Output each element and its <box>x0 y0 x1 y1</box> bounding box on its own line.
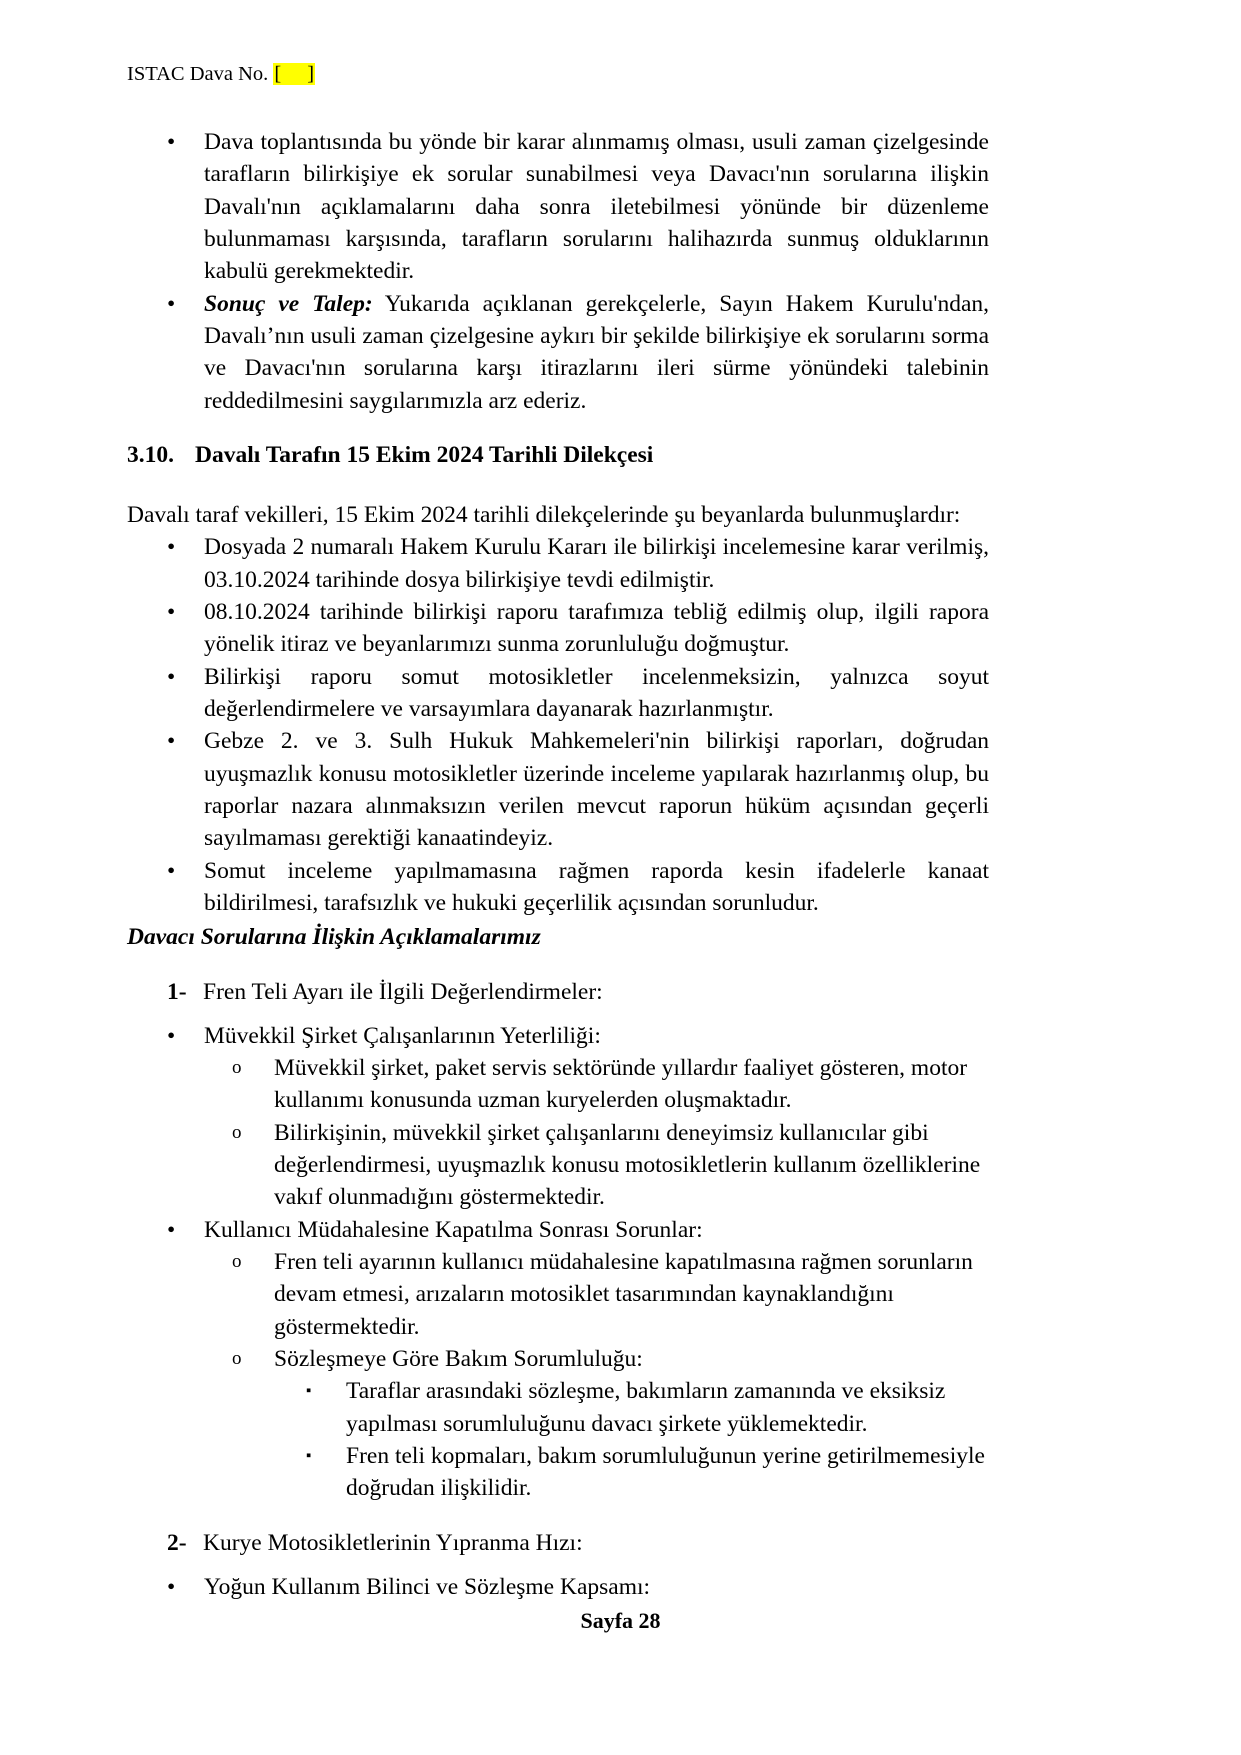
section-number: 3.10. <box>127 441 174 468</box>
sub-bullet-text: Sözleşmeye Göre Bakım Sorumluluğu: <box>274 1345 643 1372</box>
bullet-circle-icon: o <box>232 1057 242 1079</box>
bullet-text: Gebze 2. ve 3. Sulh Hukuk Mahkemeleri'nin bilirkişi raporları, doğrudan uyuşmazlık konusu motosikletler üzerinde inceleme yapılarak hazırlanmış olup, bu raporlar nazara alınmaksızın verilen mevcut raporun hüküm açısından geçerli sayılmaması gerektiği kanaatindeyiz. <box>204 728 989 852</box>
list-item <box>127 531 989 596</box>
page-footer <box>0 1608 1241 1634</box>
bullet-text: Müvekkil Şirket Çalışanlarının Yeterliliği: <box>204 1022 601 1049</box>
bullet-disc-icon: • <box>167 857 176 884</box>
bullet-text: 08.10.2024 tarihinde bilirkişi raporu tarafımıza tebliğ edilmiş olup, ilgili rapora yönelik itiraz ve beyanlarımızı sunma zorunluluğu doğmuştur. <box>204 599 989 658</box>
bullet-disc-icon: • <box>167 129 176 155</box>
bullet-circle-icon: o <box>232 1251 242 1272</box>
numbered-item-1-title: Fren Teli Ayarı ile İlgili Değerlendirmeler: <box>203 978 603 1005</box>
list-item <box>127 661 989 726</box>
spacer <box>127 1559 989 1571</box>
spacer <box>127 1008 989 1020</box>
header-case-number-highlight <box>273 63 315 85</box>
section-title: Davalı Tarafın 15 Ekim 2024 Tarihli Dilekçesi <box>195 441 654 468</box>
list-item <box>127 596 989 661</box>
list-item <box>127 1020 989 1214</box>
numbered-item-2-number: 2- <box>167 1529 187 1556</box>
section-bullet-list <box>127 531 989 919</box>
bullet-disc-icon: • <box>167 534 176 561</box>
numbered-item-1 <box>127 976 989 1008</box>
sub-bullet-list <box>204 1052 989 1214</box>
bullet-disc-icon: • <box>167 728 176 755</box>
list-item <box>204 1117 989 1214</box>
bullet-square-icon: ▪ <box>306 1383 312 1400</box>
bullet-text: Dava toplantısında bu yönde bir karar alınmamış olması, usuli zaman çizelgesinde tarafların bilirkişiye ek sorular sunabilmesi veya Davacı'nın sorularına ilişkin Davalı'nın açıklamalarını daha sonra iletebilmesi yönünde bir düzenleme bulunmaması karşısında, tarafların sorularını halihazırda sunmuş olduklarının kabulü gerekmektedir. <box>204 129 989 285</box>
sub-bullet-list <box>204 1246 989 1505</box>
bullet-lead-emphasis: Sonuç ve Talep: <box>204 290 373 317</box>
sub-bullet-text: Fren teli ayarının kullanıcı müdahalesine kapatılmasına rağmen sorunların devam etmesi, arızaların motosiklet tasarımından kaynaklandığını göstermektedir. <box>274 1249 973 1340</box>
numbered-item-2-title: Kurye Motosikletlerinin Yıpranma Hızı: <box>203 1529 583 1556</box>
bullet-disc-icon: • <box>167 663 176 690</box>
list-item <box>127 1571 989 1603</box>
page-header <box>127 62 315 87</box>
sub-bullet-text: Müvekkil şirket, paket servis sektöründe yıllardır faaliyet gösteren, motor kullanımı konusunda uzman kuryelerden oluşmaktadır. <box>274 1055 968 1114</box>
bullet-text: Kullanıcı Müdahalesine Kapatılma Sonrası Sorunlar: <box>204 1216 703 1243</box>
list-item <box>274 1440 989 1505</box>
section-heading <box>127 439 989 471</box>
list-item <box>204 1052 989 1117</box>
list-item <box>127 126 989 288</box>
header-bracket-close: ] <box>307 63 315 85</box>
bullet-text: Yoğun Kullanım Bilinci ve Sözleşme Kapsamı: <box>204 1573 651 1600</box>
sub-sub-bullet-text: Taraflar arasındaki sözleşme, bakımların zamanında ve eksiksiz yapılması sorumluluğunu davacı şirkete yüklemektedir. <box>346 1378 946 1437</box>
document-body <box>127 126 989 1603</box>
list-item <box>127 855 989 920</box>
bullet-text: Bilirkişi raporu somut motosikletler incelenmeksizin, yalnızca soyut değerlendirmelere ve varsayımlara dayanarak hazırlanmıştır. <box>204 663 989 722</box>
list-item <box>204 1343 989 1505</box>
item-1-bullet-list <box>127 1020 989 1505</box>
bullet-text <box>204 288 989 417</box>
bullet-text: Dosyada 2 numaralı Hakem Kurulu Kararı ile bilirkişi incelemesine karar verilmiş, 03.10.2024 tarihinde dosya bilirkişiye tevdi edilmiştir. <box>204 534 989 593</box>
top-bullet-list <box>127 126 989 417</box>
item-2-bullet-list <box>127 1571 989 1603</box>
sub-bullet-text: Bilirkişinin, müvekkil şirket çalışanlarını deneyimsiz kullanıcılar gibi değerlendirmesi, uyuşmazlık konusu motosikletlerin kullanım özelliklerine vakıf olunmadığını göstermektedir. <box>274 1119 981 1211</box>
bullet-disc-icon: • <box>167 599 176 626</box>
list-item <box>274 1375 989 1440</box>
page-number: Sayfa 28 <box>580 1608 661 1633</box>
bullet-body-text: Yukarıda açıklanan gerekçelerle, Sayın Hakem Kurulu'ndan, Davalı’nın usuli zaman çizelgesine aykırı bir şekilde bilirkişiye ek sorularını sorma ve Davacı'nın sorularına karşı itirazlarını ileri sürme yönündeki talebinin reddedilmesini saygılarımızla arz ederiz. <box>204 290 989 414</box>
list-item <box>204 1246 989 1343</box>
sub-sub-bullet-text: Fren teli kopmaları, bakım sorumluluğunun yerine getirilmemesiyle doğrudan ilişkilidir. <box>346 1442 985 1502</box>
list-item <box>127 725 989 854</box>
explanations-heading: Davacı Sorularına İlişkin Açıklamalarımız <box>127 924 541 951</box>
list-item <box>127 1214 989 1505</box>
header-bracket-open: [ <box>274 63 282 85</box>
list-item <box>127 288 989 417</box>
bullet-disc-icon: • <box>167 290 176 317</box>
section-intro-paragraph: Davalı taraf vekilleri, 15 Ekim 2024 tarihli dilekçelerinde şu beyanlarda bulunmuşlardır: <box>127 502 961 529</box>
bullet-disc-icon: • <box>167 1022 176 1049</box>
sub-sub-bullet-list <box>274 1375 989 1504</box>
bullet-circle-icon: o <box>232 1121 242 1143</box>
header-case-label: ISTAC Dava No. <box>127 63 269 85</box>
numbered-item-2 <box>127 1527 989 1559</box>
bullet-square-icon: ▪ <box>306 1447 312 1464</box>
bullet-disc-icon: • <box>167 1573 176 1600</box>
bullet-text: Somut inceleme yapılmamasına rağmen raporda kesin ifadelerle kanaat bildirilmesi, tarafsızlık ve hukuki geçerlilik açısından sorunludur. <box>204 857 989 916</box>
numbered-item-1-number: 1- <box>167 978 187 1005</box>
bullet-circle-icon: o <box>232 1347 242 1369</box>
bullet-disc-icon: • <box>167 1216 176 1243</box>
